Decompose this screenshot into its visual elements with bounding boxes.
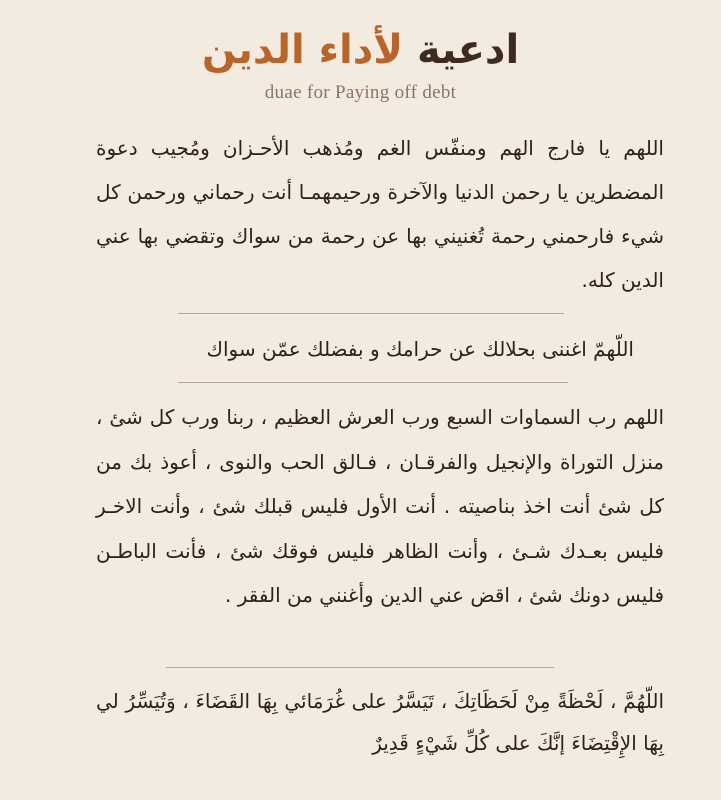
dua-paragraph-4: اللّهُمَّ ، لَحْظَةً مِنْ لَحَظَاتِكَ ، تَيَسَّرُ على غُرَمَائي بِهَا القَضَاءَ ، وَتُيَسِّرُ لي بِهَا الإِقْتِضَاءَ إنَّكَ على كُلِّ شَيْءٍ قَدِيرٌ: [96, 689, 664, 755]
dua-paragraph-1: اللهم يا فارج الهم ومنفّس الغم ومُذهب الأحـزان ومُجيب دعوة المضطرين يا رحمن الدنيا والآخرة ورحيمهمـا أنت رحماني ورحمن كل شيء فارحمني رحمة تُغنيني بها عن رحمة من سواك وتقضي بها عني الدين كله.: [96, 136, 664, 292]
dua-paragraph-3: اللهم رب السماوات السبع ورب العرش العظيم ، ربنا ورب كل شئ ، منزل التوراة والإنجيل والفرقـان ، فـالق الحب والنوى ، أعوذ بك من كل شئ أنت اخذ بناصيته . أنت الأول فليس قبلك شئ ، وأنت الاخـر فليس بعـدك شـئ ، وأنت الظاهر فليس فوقك شئ ، فأنت الباطـن فليس دونك شئ ، اقض عني الدين وأغنني من الفقر .: [96, 405, 664, 607]
page-title: [0, 22, 721, 78]
title-word-2: لأداء الدين: [201, 27, 404, 73]
divider: [178, 382, 568, 383]
divider: [178, 313, 564, 314]
title-word-1: ادعية: [417, 27, 520, 73]
dua-paragraph-2: اللّهمّ اغننى بحلالك عن حرامك و بفضلك عمّن سواك: [206, 337, 634, 361]
subtitle: duae for Paying off debt: [264, 82, 457, 103]
divider: [166, 667, 554, 668]
